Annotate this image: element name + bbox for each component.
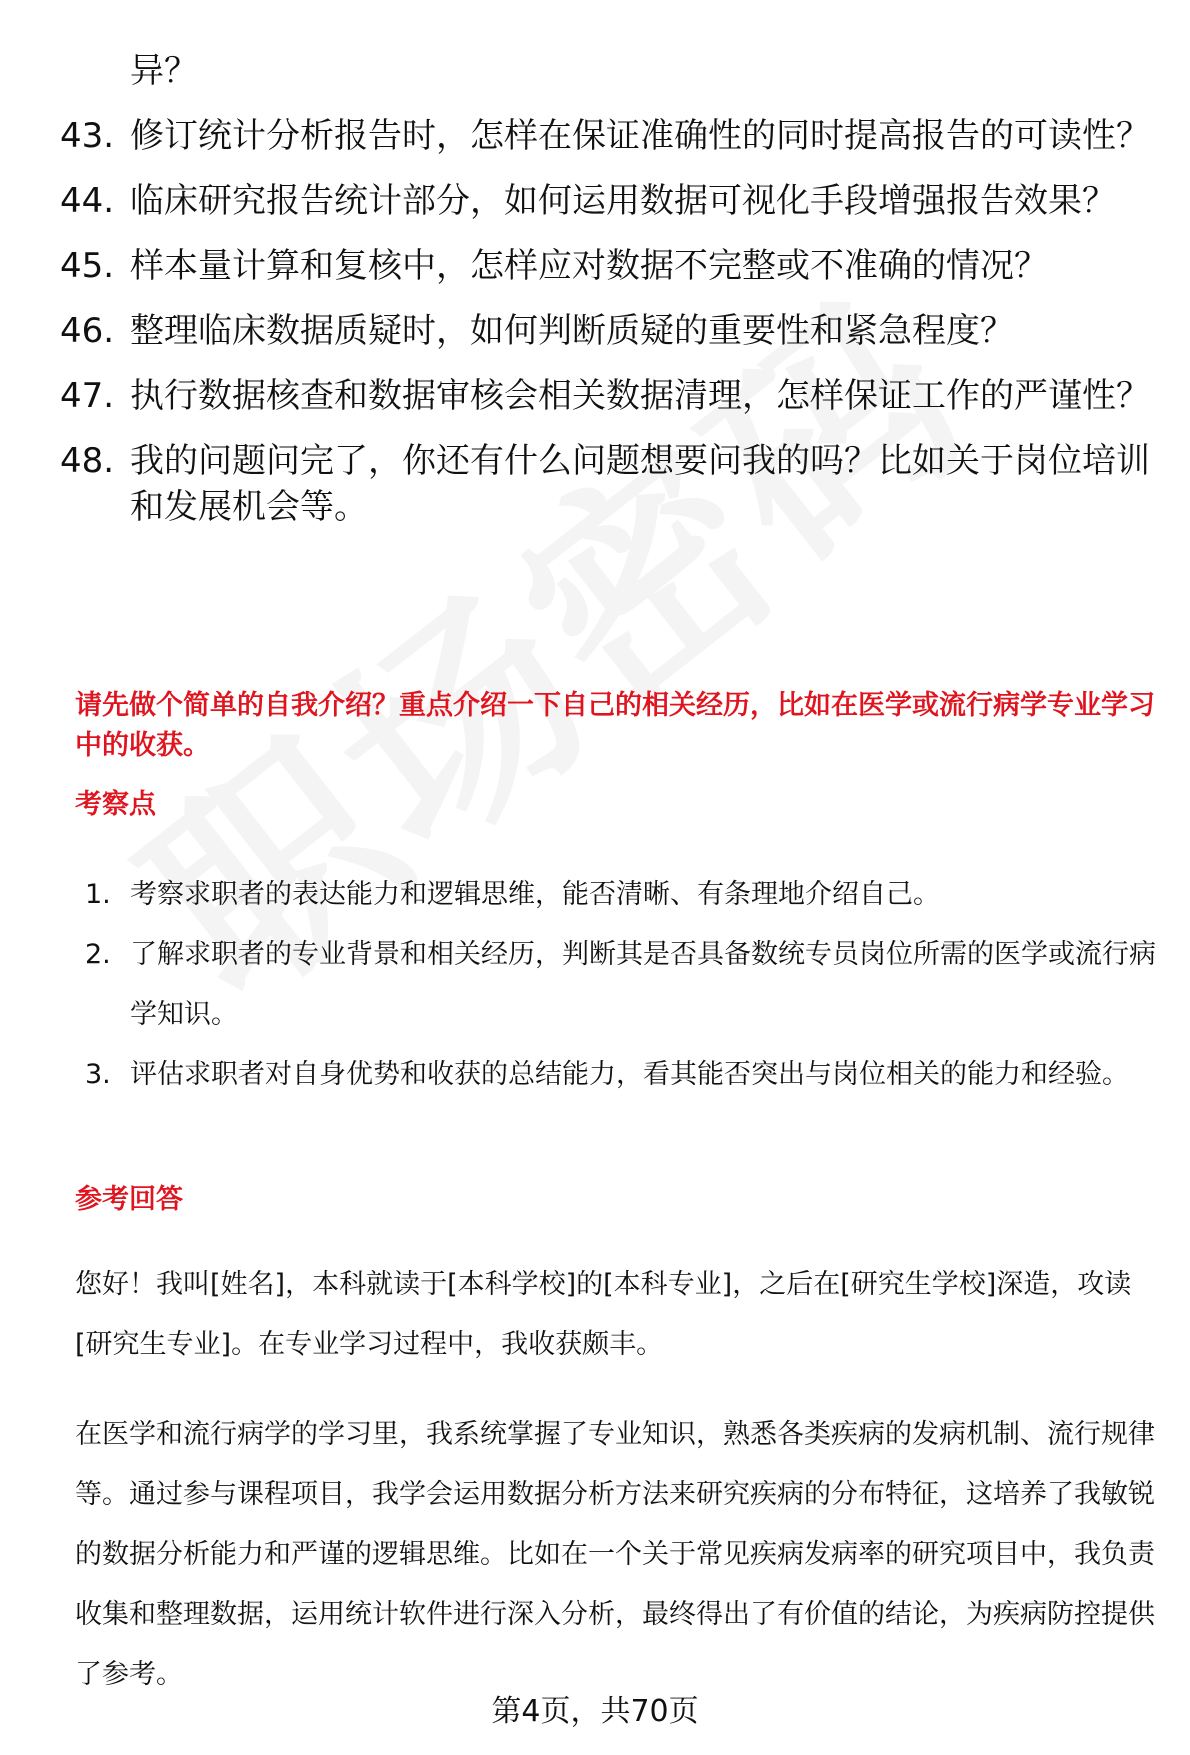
item-number: 1. (85, 879, 111, 910)
list-item (60, 373, 1160, 419)
list-item (60, 178, 1160, 224)
item-text: 异？ (130, 51, 198, 91)
points-label: 考察点 (75, 789, 156, 820)
item-number: 2. (85, 939, 111, 970)
item-number: 44. (60, 181, 115, 221)
list-item (85, 1045, 1165, 1105)
list-item (60, 308, 1160, 354)
item-number: 48. (60, 441, 115, 481)
item-text: 临床研究报告统计部分，如何运用数据可视化手段增强报告效果？ (130, 181, 1116, 221)
answer-paragraph: 在医学和流行病学的学习里，我系统掌握了专业知识，熟悉各类疾病的发病机制、流行规律等。通过参与课程项目，我学会运用数据分析方法来研究疾病的分布特征，这培养了我敏锐的数据分析能力和严谨的逻辑思维。比如在一个关于常见疾病发病率的研究项目中，我负责收集和整理数据，运用统计软件进行深入分析，最终得出了有价值的结论，为疾病防控提供了参考。 (75, 1419, 1155, 1690)
item-text: 执行数据核查和数据审核会相关数据清理，怎样保证工作的严谨性？ (130, 376, 1150, 416)
points-list (85, 865, 1165, 1105)
answer-label: 参考回答 (75, 1184, 183, 1215)
list-item (60, 113, 1160, 159)
section-question: 请先做个简单的自我介绍？重点介绍一下自己的相关经历，比如在医学或流行病学专业学习中的收获。 (75, 690, 1155, 761)
list-item (85, 865, 1165, 925)
list-item (85, 925, 1165, 1045)
list-item (60, 243, 1160, 289)
item-text: 了解求职者的专业背景和相关经历，判断其是否具备数统专员岗位所需的医学或流行病学知识。 (130, 939, 1156, 1030)
item-text: 样本量计算和复核中，怎样应对数据不完整或不准确的情况？ (130, 246, 1048, 286)
item-number: 47. (60, 376, 115, 416)
item-text: 考察求职者的表达能力和逻辑思维，能否清晰、有条理地介绍自己。 (130, 879, 940, 910)
item-text: 修订统计分析报告时，怎样在保证准确性的同时提高报告的可读性？ (130, 116, 1150, 156)
answer-paragraph: 您好！我叫[姓名]，本科就读于[本科学校]的[本科专业]，之后在[研究生学校]深造，攻读[研究生专业]。在专业学习过程中，我收获颇丰。 (75, 1269, 1132, 1360)
item-text: 整理临床数据质疑时，如何判断质疑的重要性和紧急程度？ (130, 311, 1014, 351)
question-list (60, 48, 1160, 549)
list-item (60, 48, 1160, 94)
item-number: 43. (60, 116, 115, 156)
item-number: 46. (60, 311, 115, 351)
item-number: 45. (60, 246, 115, 286)
page-number: 第4页，共70页 (491, 1694, 699, 1729)
list-item (60, 438, 1160, 530)
item-text: 评估求职者对自身优势和收获的总结能力，看其能否突出与岗位相关的能力和经验。 (130, 1059, 1129, 1090)
item-number: 3. (85, 1059, 111, 1090)
item-text: 我的问题问完了，你还有什么问题想要问我的吗？比如关于岗位培训和发展机会等。 (130, 441, 1150, 527)
